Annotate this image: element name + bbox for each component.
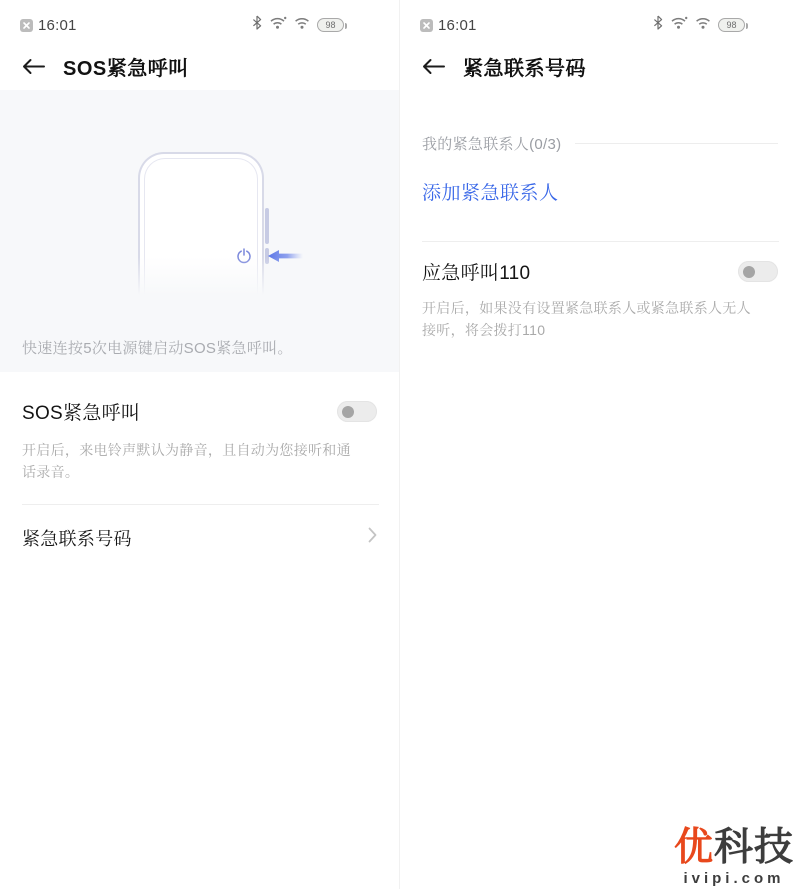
wifi-icon <box>695 16 711 35</box>
chevron-right-icon <box>368 527 377 548</box>
sos-description: 开启后，来电铃声默认为静音，且自动为您接听和通话录音。 <box>22 442 351 481</box>
watermark-brand-rest: 科技 <box>713 826 794 870</box>
battery-level: 98 <box>325 19 336 30</box>
status-bar <box>0 0 399 42</box>
status-right <box>653 15 745 35</box>
contacts-section-header <box>422 133 778 154</box>
wifi-assistant-icon <box>670 16 688 35</box>
status-left <box>420 17 477 34</box>
hero-caption: 快速连按5次电源键启动SOS紧急呼叫。 <box>22 340 293 357</box>
bluetooth-icon <box>252 15 262 35</box>
nav-bar <box>400 42 800 90</box>
section-rule <box>575 143 778 144</box>
sos-toggle-label: SOS紧急呼叫 <box>22 403 141 424</box>
phone-illustration <box>0 90 399 302</box>
call110-toggle-label: 应急呼叫110 <box>422 263 531 284</box>
hero-section <box>0 90 399 372</box>
battery-icon <box>718 18 745 32</box>
back-button[interactable] <box>422 58 445 75</box>
wifi-icon <box>294 16 310 35</box>
no-sim-icon <box>420 19 433 32</box>
status-time: 16:01 <box>38 16 77 34</box>
status-left <box>20 17 77 34</box>
watermark-domain: ivipi.com <box>683 870 785 887</box>
contacts-section-label: 我的紧急联系人(0/3) <box>422 136 562 153</box>
toggle-knob <box>743 266 755 278</box>
status-right <box>252 15 344 35</box>
call110-description: 开启后，如果没有设置紧急联系人或紧急联系人无人接听，将会拨打110 <box>422 300 751 339</box>
back-button[interactable] <box>22 58 45 75</box>
sos-toggle[interactable] <box>337 401 377 422</box>
sos-toggle-row <box>22 398 377 425</box>
toggle-knob <box>342 406 354 418</box>
page-title: SOS紧急呼叫 <box>63 57 189 80</box>
volume-button-shape <box>265 208 269 244</box>
emergency-contacts-label: 紧急联系号码 <box>22 528 132 549</box>
wifi-assistant-icon <box>269 16 287 35</box>
watermark-brand <box>674 828 794 869</box>
status-bar <box>400 0 800 42</box>
illustration-fade <box>0 257 399 302</box>
battery-icon <box>317 18 344 32</box>
watermark-logo <box>674 828 794 887</box>
emergency-contacts-row[interactable] <box>22 505 377 571</box>
bluetooth-icon <box>653 15 663 35</box>
divider <box>422 241 779 242</box>
page-title: 紧急联系号码 <box>463 57 586 80</box>
call110-toggle-row <box>422 258 778 285</box>
no-sim-icon <box>20 19 33 32</box>
nav-bar <box>0 42 399 90</box>
status-time: 16:01 <box>438 16 477 34</box>
call110-toggle[interactable] <box>738 261 778 282</box>
add-emergency-contact-button[interactable]: 添加紧急联系人 <box>422 183 559 204</box>
watermark-brand-highlight: 优 <box>673 826 714 870</box>
screen-emergency-contact-numbers <box>400 0 800 889</box>
battery-level: 98 <box>726 19 737 30</box>
